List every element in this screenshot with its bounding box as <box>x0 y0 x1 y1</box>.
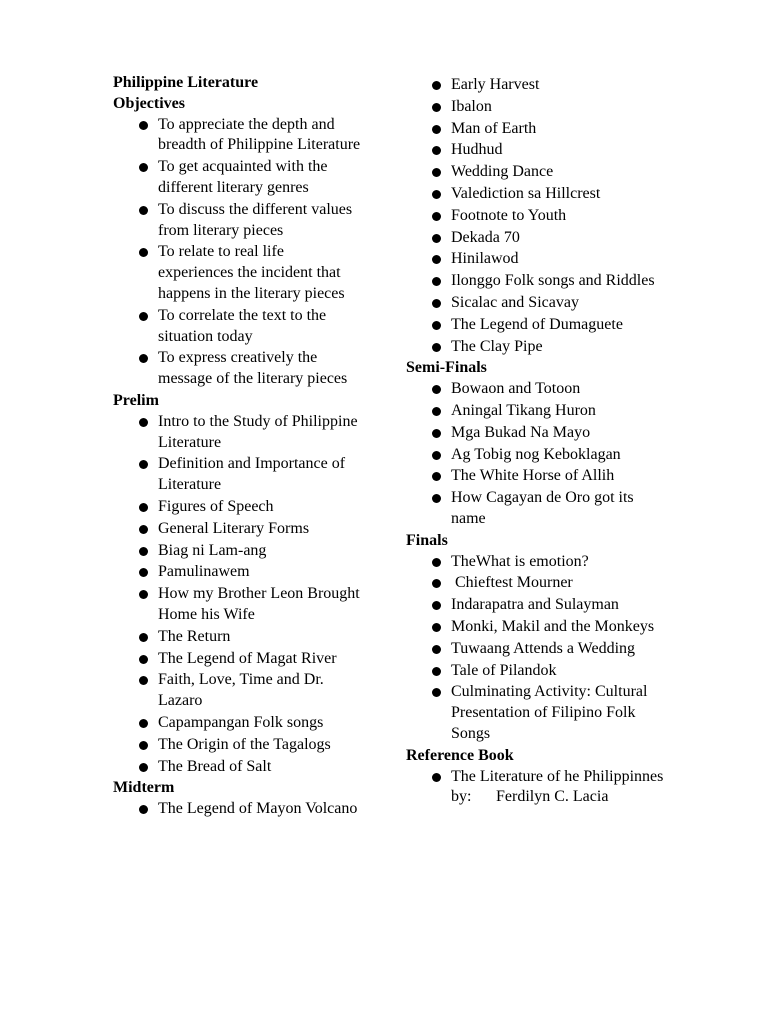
bullet-icon <box>139 312 148 321</box>
section-heading: Finals <box>406 531 448 549</box>
section-heading: Reference Book <box>406 746 514 764</box>
bullet-icon <box>139 763 148 772</box>
bullet-icon <box>139 354 148 363</box>
bullet-icon <box>432 103 441 112</box>
section-heading: Semi-Finals <box>406 359 487 377</box>
list-item: The White Horse of Allih <box>406 466 666 487</box>
list-item: Indarapatra and Sulayman <box>406 595 666 616</box>
list-item: TheWhat is emotion? <box>406 552 666 573</box>
document-title: Philippine Literature <box>113 74 259 91</box>
list-item: How Cagayan de Oro got its name <box>406 488 666 530</box>
list-item: Ibalon <box>406 97 666 118</box>
bullet-icon <box>432 321 441 330</box>
section-prelim <box>113 391 383 777</box>
bullet-icon <box>139 590 148 599</box>
bullet-icon <box>139 719 148 728</box>
list-item: The Legend of Magat River <box>113 649 363 670</box>
list-item: Pamulinawem <box>113 562 363 583</box>
bullet-icon <box>139 503 148 512</box>
list-item: To express creatively the message of the literary pieces <box>113 348 363 390</box>
list-item: To discuss the different values from literary pieces <box>113 200 363 242</box>
list-item: Ag Tobig nog Keboklagan <box>406 445 666 466</box>
list-item: Tale of Pilandok <box>406 661 666 682</box>
list-item: How my Brother Leon Brought Home his Wife <box>113 584 363 626</box>
bullet-icon <box>432 255 441 264</box>
bullet-icon <box>432 429 441 438</box>
list-item: Monki, Makil and the Monkeys <box>406 617 666 638</box>
list-item: Valediction sa Hillcrest <box>406 184 666 205</box>
bullet-icon <box>432 451 441 460</box>
bullet-icon <box>139 206 148 215</box>
list-item: Man of Earth <box>406 119 666 140</box>
bullet-icon <box>432 579 441 588</box>
list-item: Tuwaang Attends a Wedding <box>406 639 666 660</box>
right-column <box>406 73 706 809</box>
list-item: Aningal Tikang Huron <box>406 401 666 422</box>
bullet-icon <box>139 741 148 750</box>
list-item: The Return <box>113 627 363 648</box>
reference-title: The Literature of he Philippinnes <box>451 767 664 785</box>
bullet-icon <box>432 667 441 676</box>
objectives-list <box>113 115 383 390</box>
section-heading: Prelim <box>113 391 159 409</box>
list-item: Mga Bukad Na Mayo <box>406 423 666 444</box>
list-item: Ilonggo Folk songs and Riddles <box>406 271 666 292</box>
reference-list <box>406 767 706 809</box>
semi-finals-list <box>406 379 706 530</box>
bullet-icon <box>432 299 441 308</box>
bullet-icon <box>139 568 148 577</box>
list-item: Sicalac and Sicavay <box>406 293 666 314</box>
bullet-icon <box>432 146 441 155</box>
list-item: The Clay Pipe <box>406 337 666 358</box>
bullet-icon <box>432 212 441 221</box>
section-objectives <box>113 94 383 390</box>
finals-list <box>406 552 706 745</box>
list-item: Footnote to Youth <box>406 206 666 227</box>
bullet-icon <box>432 601 441 610</box>
list-item: To appreciate the depth and breadth of Philippine Literature <box>113 115 363 157</box>
bullet-icon <box>432 688 441 697</box>
list-item: General Literary Forms <box>113 519 363 540</box>
list-item: Bowaon and Totoon <box>406 379 666 400</box>
bullet-icon <box>139 805 148 814</box>
list-item: To correlate the text to the situation today <box>113 306 363 348</box>
list-item: Chieftest Mourner <box>406 573 666 594</box>
section-midterm <box>113 778 383 820</box>
reference-author: Ferdilyn C. Lacia <box>496 788 609 806</box>
list-item: The Origin of the Tagalogs <box>113 735 363 756</box>
list-item <box>406 767 666 809</box>
list-item: Dekada 70 <box>406 228 666 249</box>
bullet-icon <box>139 163 148 172</box>
list-item: The Bread of Salt <box>113 757 363 778</box>
bullet-icon <box>432 125 441 134</box>
bullet-icon <box>432 558 441 567</box>
bullet-icon <box>432 623 441 632</box>
list-item: The Legend of Mayon Volcano <box>113 799 363 820</box>
bullet-icon <box>432 343 441 352</box>
bullet-icon <box>139 676 148 685</box>
bullet-icon <box>139 418 148 427</box>
midterm-continued-list <box>406 75 706 357</box>
list-item: Faith, Love, Time and Dr. Lazaro <box>113 670 363 712</box>
bullet-icon <box>432 277 441 286</box>
list-item: Definition and Importance of Literature <box>113 454 363 496</box>
midterm-list <box>113 799 383 820</box>
list-item: Culminating Activity: Cultural Presentation of Filipino Folk Songs <box>406 682 666 744</box>
bullet-icon <box>432 407 441 416</box>
list-item: Figures of Speech <box>113 497 363 518</box>
section-semi-finals <box>406 358 706 529</box>
list-item: Intro to the Study of Philippine Literature <box>113 412 363 454</box>
list-item: Biag ni Lam-ang <box>113 541 363 562</box>
section-heading: Midterm <box>113 779 175 797</box>
bullet-icon <box>139 633 148 642</box>
bullet-icon <box>432 234 441 243</box>
bullet-icon <box>432 385 441 394</box>
list-item: Hudhud <box>406 140 666 161</box>
bullet-icon <box>432 645 441 654</box>
section-heading: Objectives <box>113 94 185 112</box>
section-reference-book <box>406 746 706 808</box>
list-item: Early Harvest <box>406 75 666 96</box>
bullet-icon <box>139 525 148 534</box>
bullet-icon <box>139 460 148 469</box>
list-item: To get acquainted with the different literary genres <box>113 157 363 199</box>
list-item: Hinilawod <box>406 249 666 270</box>
reference-by-label: by: <box>451 788 472 806</box>
list-item: To relate to real life experiences the incident that happens in the literary pieces <box>113 242 363 304</box>
bullet-icon <box>139 655 148 664</box>
prelim-list <box>113 412 383 778</box>
bullet-icon <box>432 494 441 503</box>
bullet-icon <box>139 248 148 257</box>
list-item: The Legend of Dumaguete <box>406 315 666 336</box>
bullet-icon <box>139 121 148 130</box>
bullet-icon <box>432 773 441 782</box>
bullet-icon <box>432 472 441 481</box>
bullet-icon <box>139 547 148 556</box>
list-item: Capampangan Folk songs <box>113 713 363 734</box>
list-item: Wedding Dance <box>406 162 666 183</box>
bullet-icon <box>432 81 441 90</box>
bullet-icon <box>432 168 441 177</box>
section-finals <box>406 531 706 745</box>
bullet-icon <box>432 190 441 199</box>
left-column <box>113 73 383 821</box>
